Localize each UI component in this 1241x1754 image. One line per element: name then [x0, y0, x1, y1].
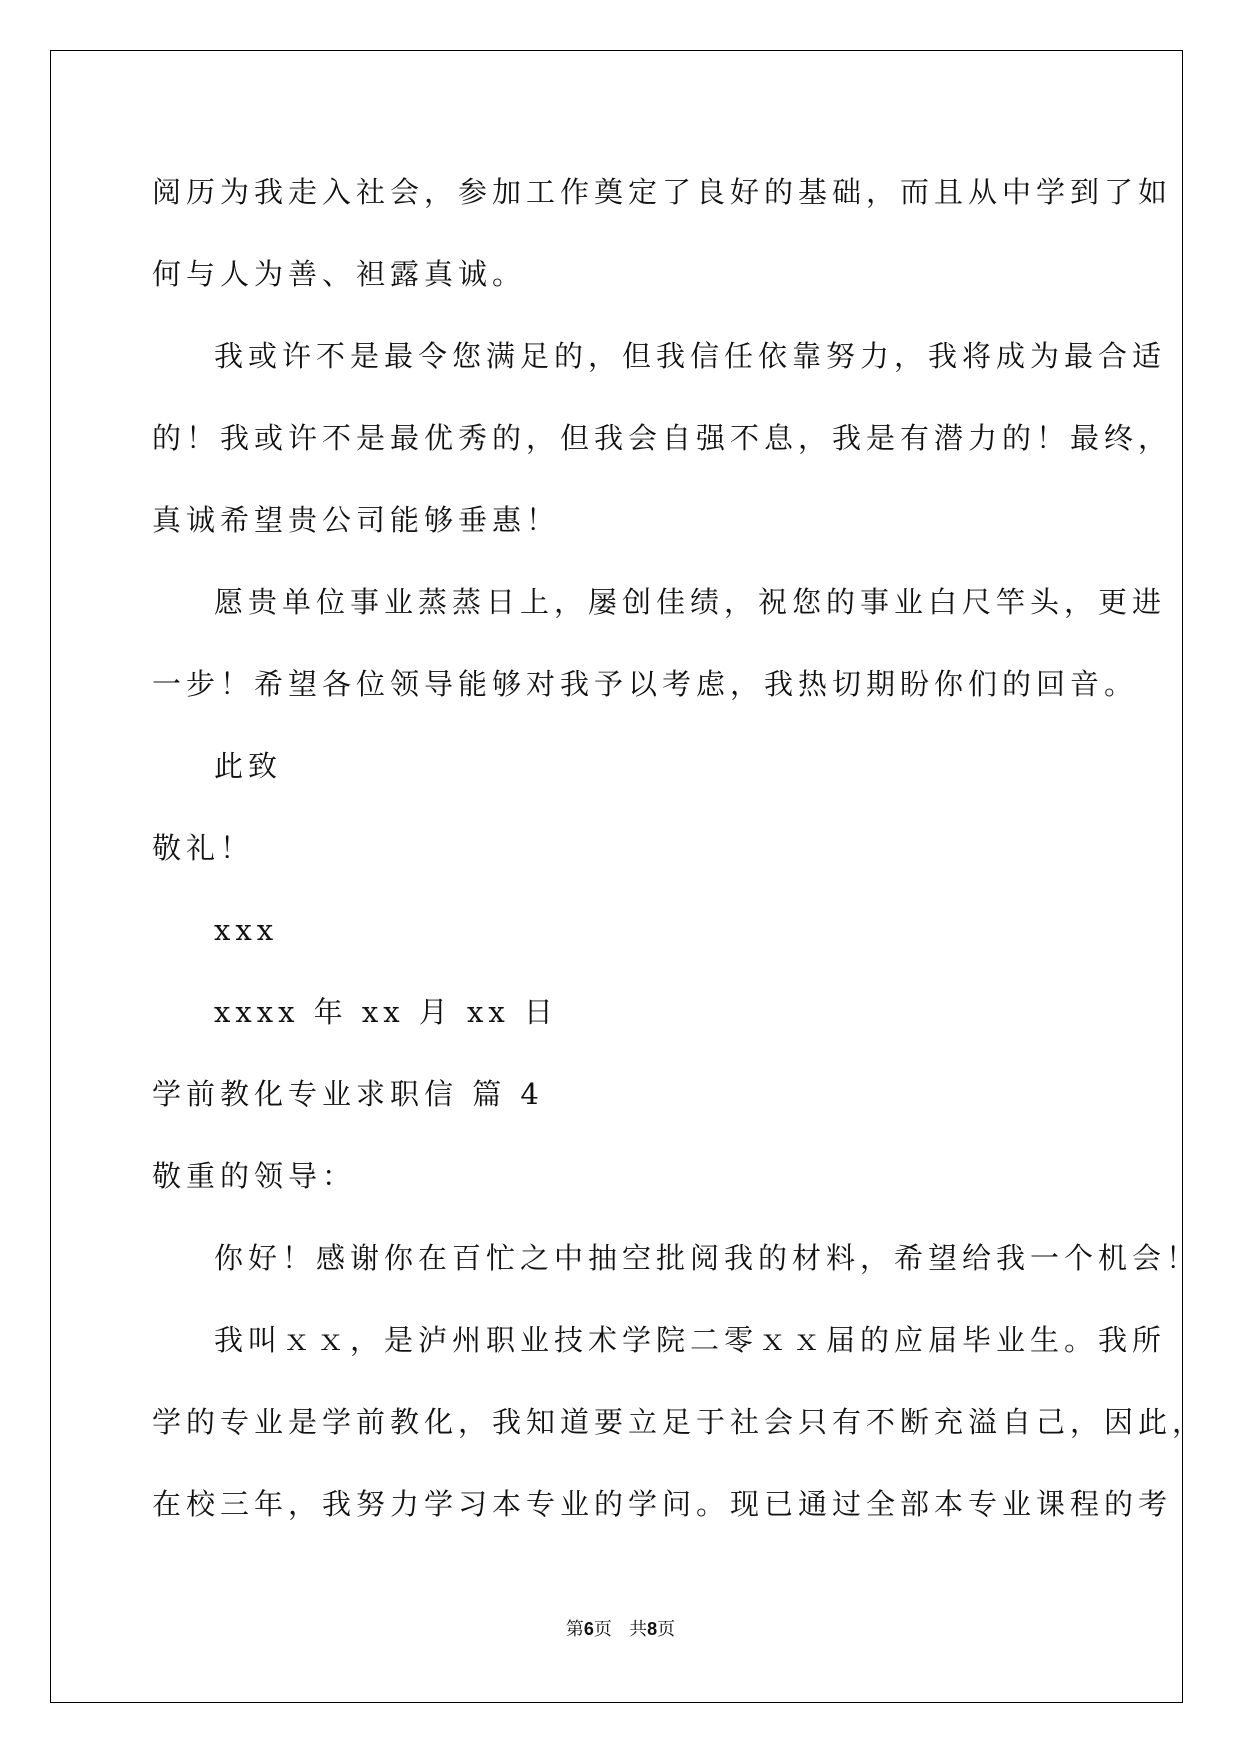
- text-line: 真诚希望贵公司能够垂惠！: [152, 503, 561, 537]
- text-line: 在校三年，我努力学习本专业的学问。现已通过全部本专业课程的考: [152, 1487, 1173, 1521]
- page-suffix: 页: [593, 1619, 612, 1640]
- signature-date: xxxx 年 xx 月 xx 日: [214, 995, 558, 1029]
- salutation-closing: 敬礼！: [152, 831, 255, 865]
- text-line: 愿贵单位事业蒸蒸日上，屡创佳绩，祝您的事业白尺竿头，更进: [214, 585, 1167, 619]
- text-line: 学的专业是学前教化，我知道要立足于社会只有不断充溢自己，因此，: [152, 1405, 1207, 1439]
- text-line: 一步！希望各位领导能够对我予以考虑，我热切期盼你们的回音。: [152, 667, 1139, 701]
- page-current: 6: [583, 1619, 594, 1639]
- text-line: 的！我或许不是最优秀的，但我会自强不息，我是有潜力的！最终，: [152, 421, 1173, 455]
- text-line: 何与人为善、袒露真诚。: [152, 257, 527, 291]
- page-total: 8: [647, 1619, 658, 1639]
- text-line: 我或许不是最令您满足的，但我信任依靠努力，我将成为最合适: [214, 339, 1167, 373]
- closing-phrase: 此致: [214, 749, 283, 783]
- page-border: [50, 50, 1183, 1703]
- text-line: 我叫ｘｘ，是泸州职业技术学院二零ｘｘ届的应届毕业生。我所: [214, 1323, 1167, 1357]
- total-suffix: 页: [657, 1619, 676, 1640]
- total-prefix: 共: [629, 1619, 648, 1640]
- signature-name: xxx: [214, 913, 279, 947]
- text-line: 你好！感谢你在百忙之中抽空批阅我的材料，希望给我一个机会！: [214, 1241, 1201, 1275]
- text-line: 阅历为我走入社会，参加工作奠定了良好的基础，而且从中学到了如: [152, 175, 1173, 209]
- page-footer: [0, 1615, 1241, 1641]
- page-prefix: 第: [565, 1619, 584, 1640]
- section-heading: 学前教化专业求职信 篇 4: [152, 1077, 544, 1111]
- salutation: 敬重的领导：: [152, 1159, 357, 1193]
